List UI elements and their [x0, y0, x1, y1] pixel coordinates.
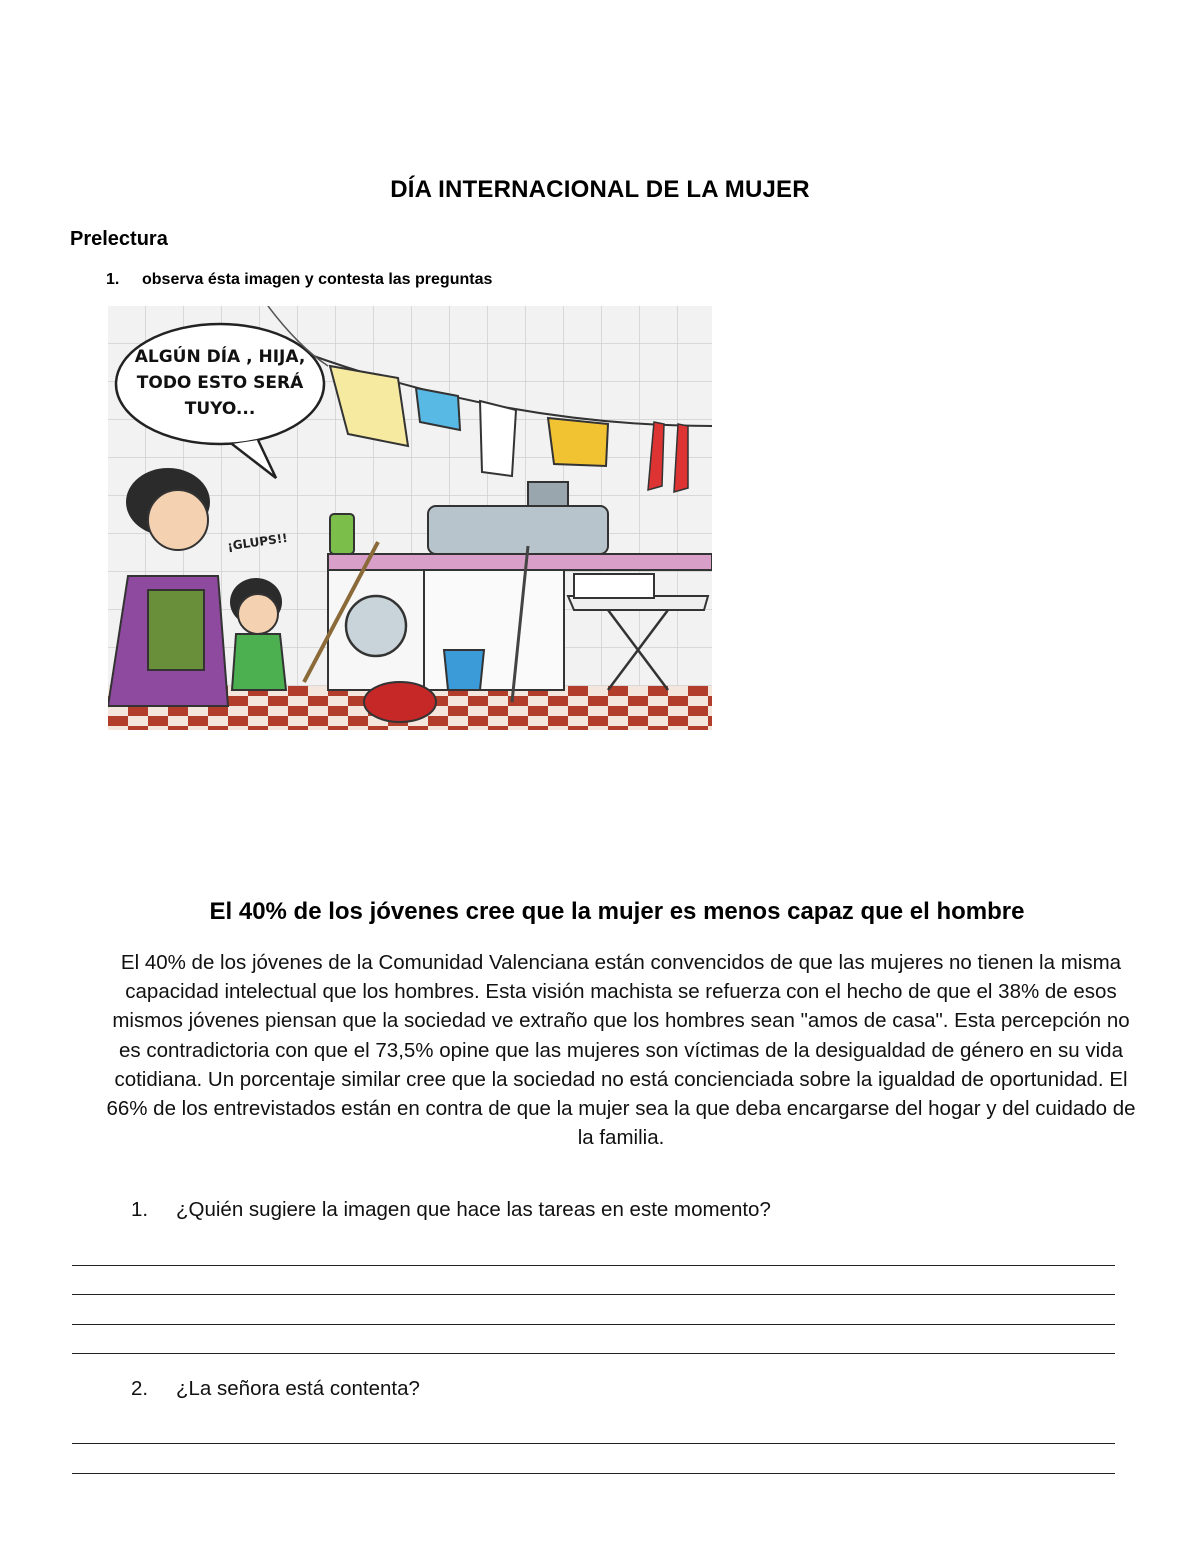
hanging-underwear — [548, 418, 608, 466]
dish-pile — [428, 506, 608, 554]
daughter-dress — [232, 634, 286, 690]
mother-apron — [148, 590, 204, 670]
question-number: 1. — [131, 1198, 149, 1221]
answer-line[interactable] — [72, 1294, 1115, 1295]
daughter-face — [238, 594, 278, 634]
answer-line[interactable] — [72, 1353, 1115, 1354]
hanging-tank-top — [480, 401, 516, 476]
cabinet — [424, 570, 564, 690]
instruction-text: observa ésta imagen y contesta las preguntas — [142, 271, 493, 288]
faucet — [528, 482, 568, 506]
article-body: El 40% de los jóvenes de la Comunidad Valenciana están convencidos de que las mujeres no tienen la misma capacidad intelectual que los hombres. Esta visión machista se refuerza con el hecho de que el 38% de esos mismos jóvenes piensan que la sociedad ve extraño que los hombres sean "amos de casa". Esta percepción no es contradictoria con que el 73,5% opine que las mujeres son víctimas de la desigualdad de género en su vida cotidiana. Un porcentaje similar cree que la sociedad no está concienciada sobre la igualdad de oportunidad. El 66% de los entrevistados están en contra de que la mujer sea la que deba encargarse del hogar y del cuidado de la familia. — [106, 951, 1136, 1150]
answer-line[interactable] — [72, 1443, 1115, 1444]
speech-line-1: ALGÚN DÍA , HIJA, — [134, 347, 306, 367]
article-headline: El 40% de los jóvenes cree que la mujer es menos capaz que el hombre — [209, 898, 1025, 925]
page-title: DÍA INTERNACIONAL DE LA MUJER — [390, 176, 810, 203]
folded-shirts — [574, 574, 654, 598]
instruction — [106, 271, 492, 289]
question-2 — [131, 1377, 420, 1401]
kitchen-counter — [328, 554, 712, 570]
question-number: 2. — [131, 1377, 149, 1400]
mother-face — [148, 490, 208, 550]
question-text: ¿Quién sugiere la imagen que hace las tareas en este momento? — [176, 1198, 771, 1221]
answer-line[interactable] — [72, 1324, 1115, 1325]
vacuum-cleaner — [364, 682, 436, 722]
bucket — [444, 650, 484, 690]
question-text: ¿La señora está contenta? — [176, 1377, 420, 1400]
detergent-bottle — [330, 514, 354, 554]
question-1 — [131, 1198, 771, 1222]
answer-line[interactable] — [72, 1473, 1115, 1474]
speech-line-3: TUYO... — [184, 399, 256, 419]
speech-line-2: TODO ESTO SERÁ — [136, 373, 304, 393]
answer-line[interactable] — [72, 1265, 1115, 1266]
housework-cartoon — [108, 306, 712, 730]
instruction-number: 1. — [106, 271, 120, 288]
exclamation-text: ¡GLUPS!! — [226, 530, 289, 554]
section-heading: Prelectura — [70, 228, 168, 250]
